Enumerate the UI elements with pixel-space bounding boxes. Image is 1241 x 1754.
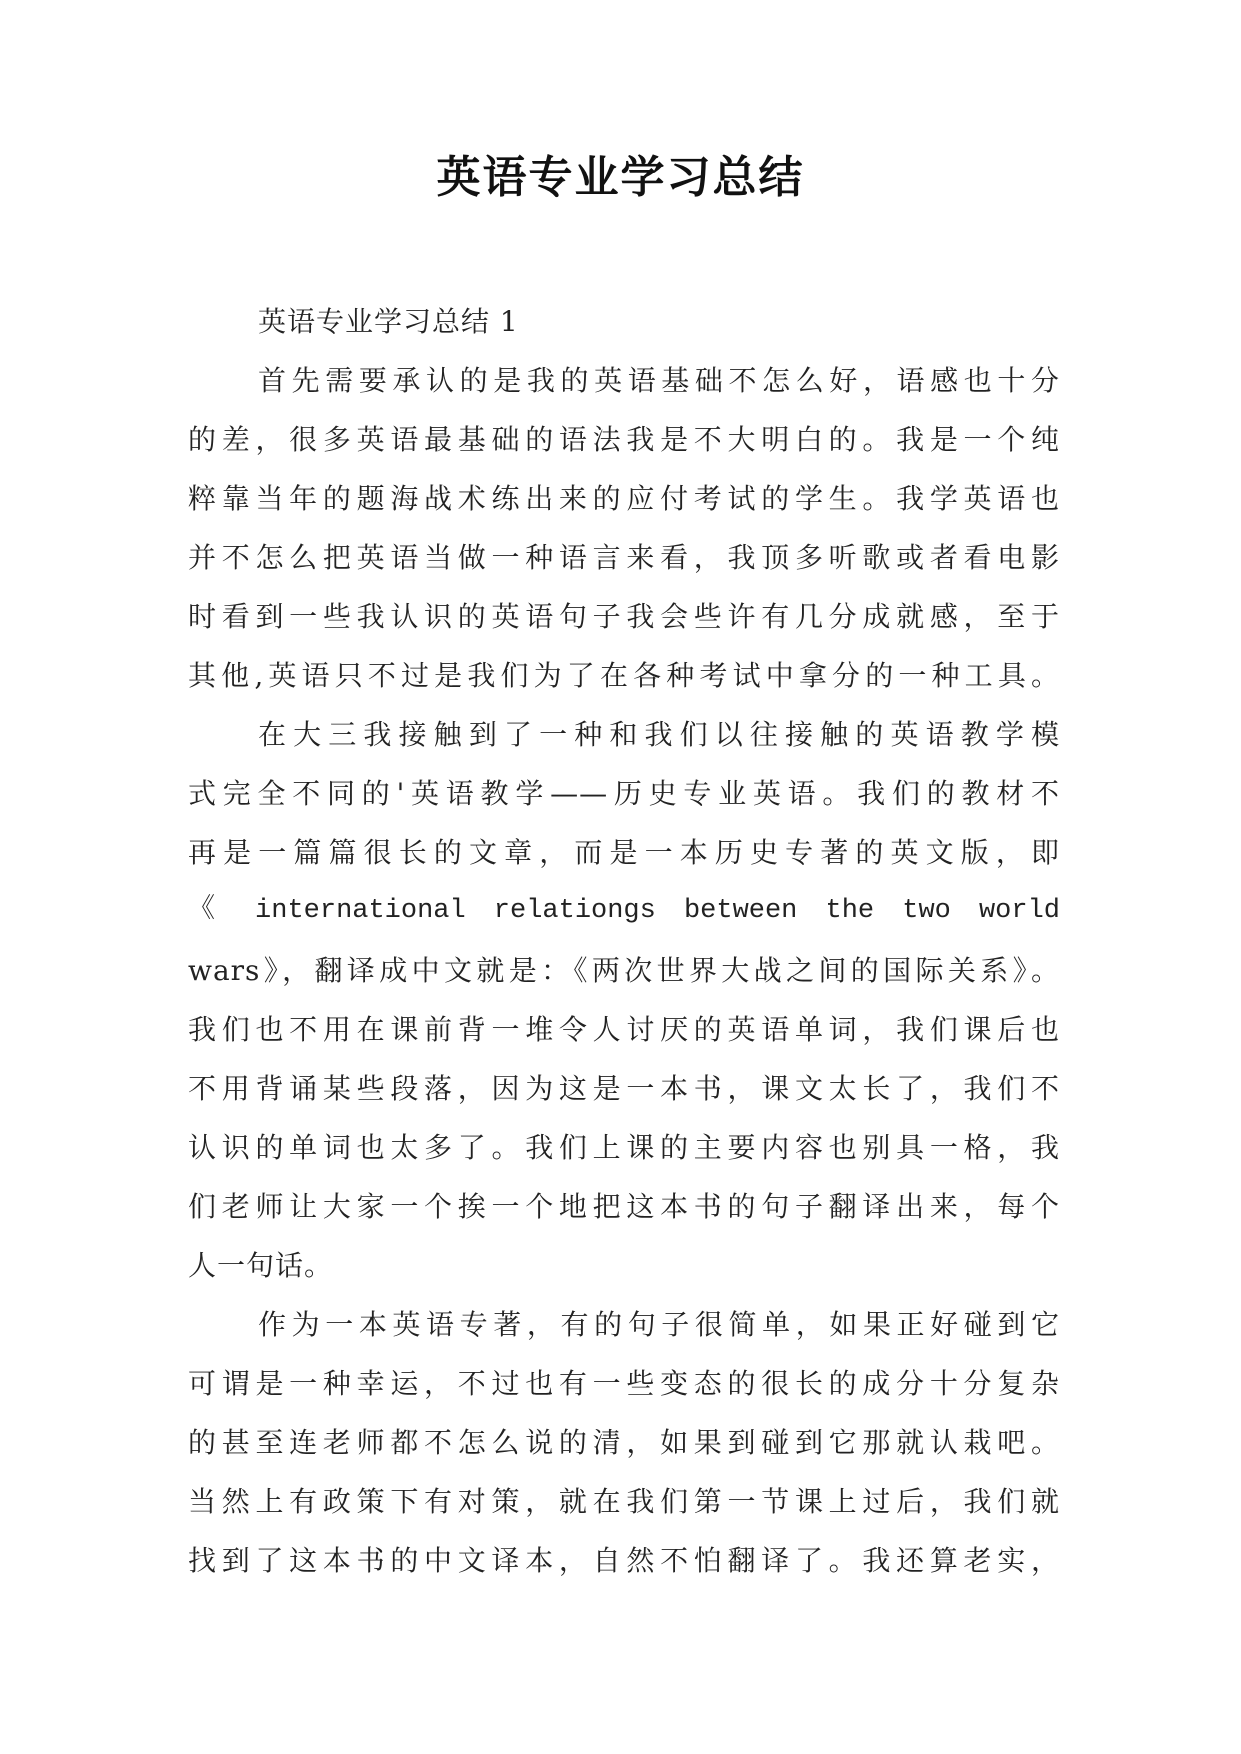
text-line: 人一句话。 [188, 1249, 334, 1282]
text-line: 《 international relationgs between the two world [188, 896, 1060, 926]
section-heading: 英语专业学习总结 1 [258, 305, 519, 338]
text-line: 们老师让大家一个挨一个地把这本书的句子翻译出来，每个 [188, 1190, 1060, 1223]
text-line: 粹靠当年的题海战术练出来的应付考试的学生。我学英语也 [188, 482, 1060, 515]
document-title: 英语专业学习总结 [436, 152, 805, 203]
text-line: 可谓是一种幸运，不过也有一些变态的很长的成分十分复杂 [188, 1367, 1060, 1400]
text-line: 在大三我接触到了一种和我们以往接触的英语教学模 [258, 718, 1060, 751]
text-line: 的差，很多英语最基础的语法我是不大明白的。我是一个纯 [188, 423, 1060, 456]
text-line: 的甚至连老师都不怎么说的清，如果到碰到它那就认栽吧。 [188, 1426, 1060, 1459]
text-line: 式完全不同的'英语教学——历史专业英语。我们的教材不 [188, 777, 1060, 810]
text-line: wars》，翻译成中文就是：《两次世界大战之间的国际关系》。 [188, 954, 1060, 987]
document-body [188, 292, 1060, 1590]
text-line: 再是一篇篇很长的文章，而是一本历史专著的英文版，即 [188, 836, 1060, 869]
text-line: 时看到一些我认识的英语句子我会些许有几分成就感，至于 [188, 600, 1060, 633]
text-line: 作为一本英语专著，有的句子很简单，如果正好碰到它 [258, 1308, 1060, 1341]
text-line: 找到了这本书的中文译本，自然不怕翻译了。我还算老实， [188, 1544, 1060, 1577]
text-line: 其他,英语只不过是我们为了在各种考试中拿分的一种工具。 [188, 659, 1060, 692]
text-line: 并不怎么把英语当做一种语言来看，我顶多听歌或者看电影 [188, 541, 1060, 574]
text-line: 首先需要承认的是我的英语基础不怎么好，语感也十分 [258, 364, 1060, 397]
text-line: 我们也不用在课前背一堆令人讨厌的英语单词，我们课后也 [188, 1013, 1060, 1046]
text-line: 不用背诵某些段落，因为这是一本书，课文太长了，我们不 [188, 1072, 1060, 1105]
text-line: 当然上有政策下有对策，就在我们第一节课上过后，我们就 [188, 1485, 1060, 1518]
text-line: 认识的单词也太多了。我们上课的主要内容也别具一格，我 [188, 1131, 1060, 1164]
